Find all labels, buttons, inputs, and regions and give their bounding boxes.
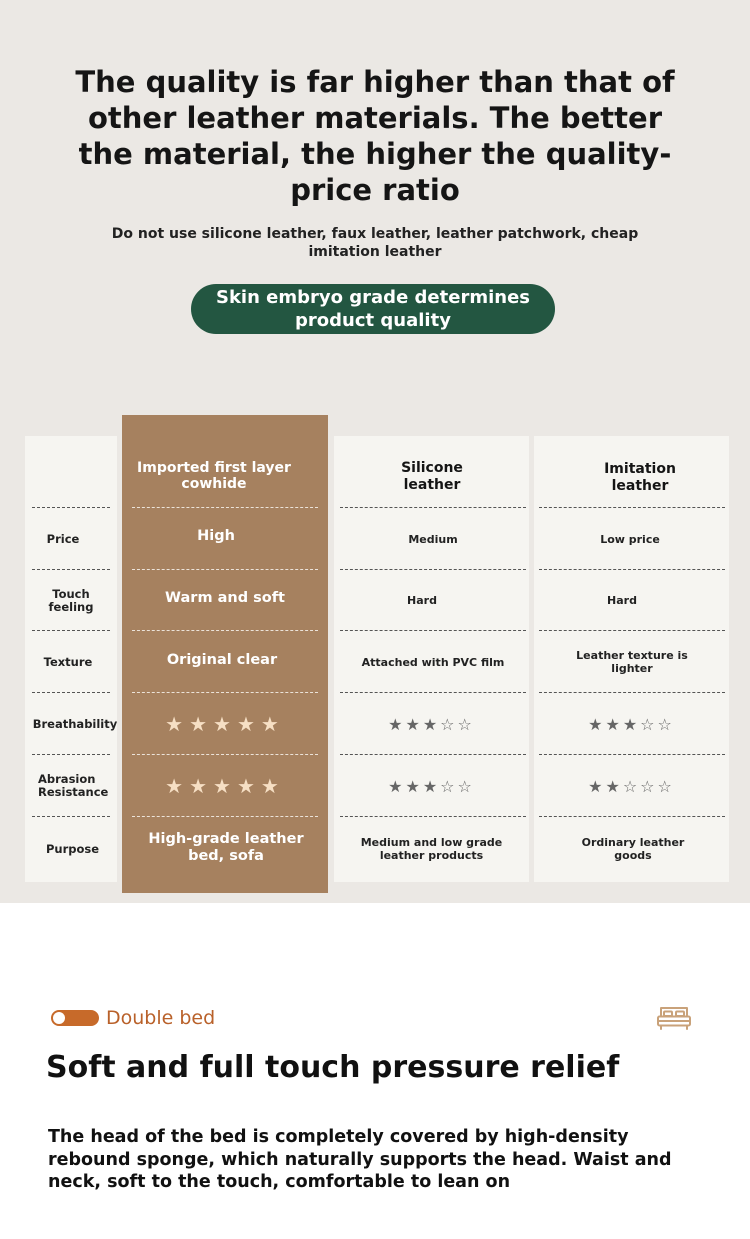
silicone-price: Medium (408, 532, 458, 546)
imitation-texture: Leather texture is lighter (576, 649, 688, 675)
silicone-purpose: Medium and low grade leather products (360, 836, 503, 862)
cowhide-column (122, 415, 328, 893)
imitation-purpose: Ordinary leather goods (581, 836, 685, 862)
column-header-imitation: Imitation leather (604, 461, 676, 494)
cowhide-touch: Warm and soft (165, 589, 285, 606)
row-label-touch: Touch feeling (48, 586, 94, 614)
imitation-abrasion-rating (534, 755, 729, 817)
page-subline: Do not use silicone leather, faux leather, leather patchwork, cheap imitation leather (111, 226, 639, 260)
row-label-breathability: Breathability (32, 716, 118, 731)
row-label-texture: Texture (43, 654, 93, 669)
silicone-touch: Hard (407, 594, 437, 607)
page-headline: The quality is far higher than that of other leather materials. The better the material, the higher the quality-price ratio (75, 65, 675, 207)
grade-banner: Skin embryo grade determines product quality (191, 284, 555, 334)
star-rating: ★★★☆☆ (588, 714, 675, 734)
row-label-price: Price (46, 531, 80, 546)
silicone-breathability-rating (334, 693, 529, 755)
cowhide-breathability-rating (122, 694, 328, 754)
imitation-column (534, 436, 729, 882)
silicone-texture: Attached with PVC film (361, 655, 505, 669)
cowhide-purpose: High-grade leather bed, sofa (148, 831, 304, 864)
imitation-touch: Hard (607, 594, 637, 607)
imitation-price: Low price (600, 532, 660, 546)
label-column (25, 436, 117, 882)
cowhide-abrasion-rating (122, 756, 328, 816)
product-tag: Double bed (106, 1007, 216, 1029)
imitation-breathability-rating (534, 693, 729, 755)
bed-icon (656, 1004, 692, 1032)
cowhide-price: High (197, 527, 235, 544)
cowhide-texture: Original clear (166, 651, 278, 668)
feature-description: The head of the bed is completely covered by high-density rebound sponge, which naturally supports the head. Waist and neck, soft to the touch, comfortable to lean on (48, 1127, 672, 1192)
toggle-icon (51, 1010, 99, 1026)
silicone-column (334, 436, 529, 882)
star-rating: ★★★★★ (165, 712, 285, 736)
column-header-silicone: Silicone leather (401, 460, 463, 493)
star-rating: ★★★☆☆ (388, 776, 475, 796)
star-rating: ★★★★★ (165, 774, 285, 798)
silicone-abrasion-rating (334, 755, 529, 817)
row-label-purpose: Purpose (45, 842, 100, 856)
column-header-cowhide: Imported first layer cowhide (137, 460, 291, 492)
row-label-abrasion: Abrasion Resistance (38, 772, 109, 799)
star-rating: ★★☆☆☆ (588, 776, 675, 796)
feature-title: Soft and full touch pressure relief (46, 1050, 620, 1085)
star-rating: ★★★☆☆ (388, 714, 475, 734)
